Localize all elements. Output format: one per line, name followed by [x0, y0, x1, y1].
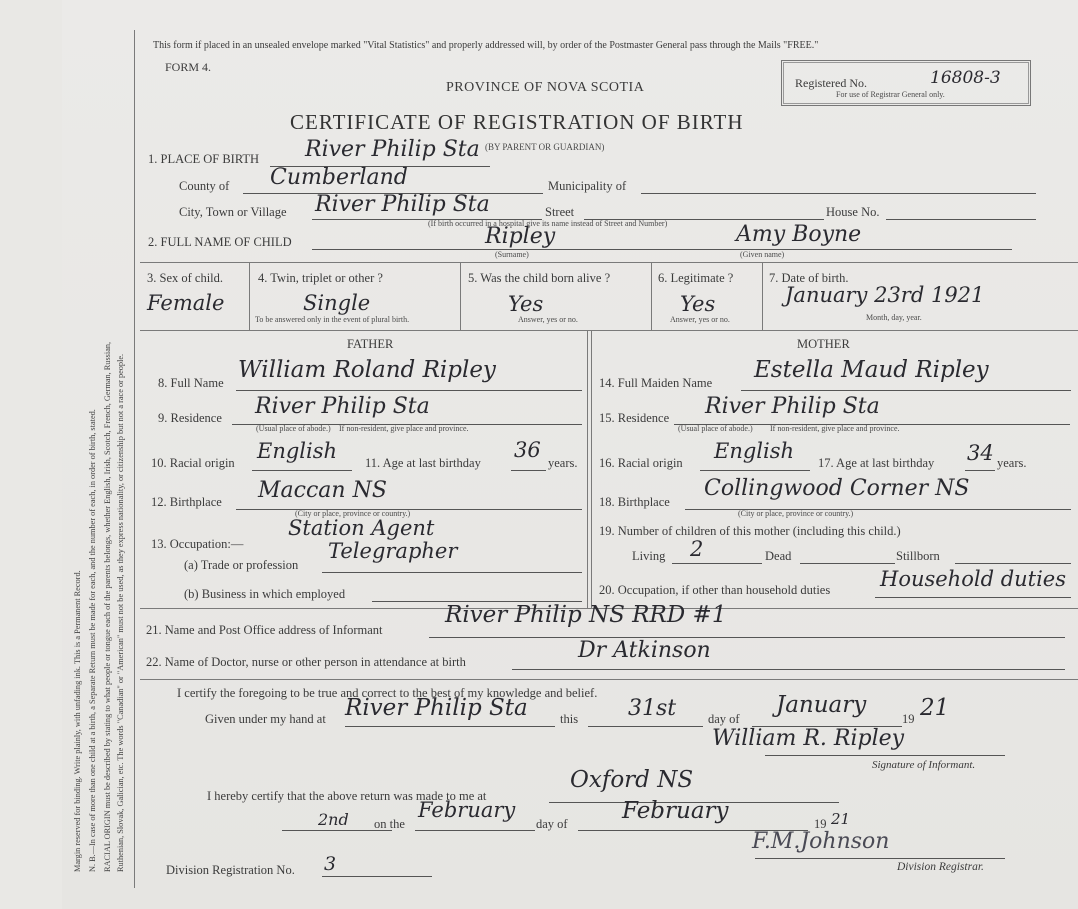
label-given-name: (Given name) — [740, 250, 785, 259]
value-father-residence: River Philip Sta — [255, 394, 430, 419]
line-dead — [800, 563, 895, 564]
registrar-signature: F.M.Johnson — [752, 829, 890, 854]
line-doctor — [512, 669, 1065, 670]
label-mother-age: 17. Age at last birthday — [818, 456, 935, 470]
value-surname: Ripley — [485, 224, 556, 249]
legitimate-note: Answer, yes or no. — [670, 315, 730, 324]
form-number: FORM 4. — [165, 60, 212, 74]
label-division-registrar: Division Registrar. — [897, 861, 984, 873]
label-dead: Dead — [765, 549, 792, 563]
label-business: (b) Business in which employed — [184, 587, 346, 601]
label-informant: 21. Name and Post Office address of Informant — [146, 623, 383, 637]
rule-parents-divider-2 — [591, 330, 592, 608]
father-usual-place: (Usual place of abode.) — [256, 424, 331, 433]
registrar-certify-statement: I hereby certify that the above return was made to me at — [207, 789, 487, 803]
label-municipality: Municipality of — [548, 179, 627, 193]
value-legitimate: Yes — [680, 292, 716, 316]
father-non-resident: If non-resident, give place and province. — [339, 424, 469, 433]
value-mother-age: 34 — [967, 441, 994, 465]
line-signature-informant — [765, 755, 1005, 756]
value-reg-day: 2nd — [318, 810, 349, 829]
label-year-prefix: 19 — [902, 712, 915, 726]
rule-row3-bottom — [140, 330, 1078, 331]
label-mother-residence: 15. Residence — [599, 411, 670, 425]
value-given-month: January — [776, 692, 867, 718]
margin-note-1: Margin reserved for binding. Write plainly, with unfading ink. This is a Permanent Record. — [73, 570, 82, 872]
value-reg-year: 21 — [831, 810, 851, 828]
line-mother-age — [965, 470, 995, 471]
rule-row3-col2 — [460, 262, 461, 330]
parent-note: (BY PARENT OR GUARDIAN) — [485, 142, 605, 152]
line-father-age — [511, 470, 546, 471]
binding-margin — [0, 0, 62, 909]
value-mother-birthplace: Collingwood Corner NS — [704, 476, 970, 501]
certificate-title: CERTIFICATE OF REGISTRATION OF BIRTH — [290, 110, 744, 134]
label-mother-birthplace: 18. Birthplace — [599, 495, 670, 509]
line-mother-racial — [700, 470, 810, 471]
label-children: 19. Number of children of this mother (including this child.) — [599, 524, 901, 538]
registered-number: 16808-3 — [930, 68, 1001, 88]
father-city-prov: (City or place, province or country.) — [295, 509, 411, 518]
value-reg-day-word: February — [418, 798, 516, 822]
value-given-at: River Philip Sta — [345, 695, 528, 721]
label-doctor: 22. Name of Doctor, nurse or other person in attendance at birth — [146, 655, 466, 669]
rule-row3-col1 — [249, 262, 250, 330]
mother-city-prov: (City or place, province or country.) — [738, 509, 854, 518]
rule-row3-top — [140, 262, 1078, 263]
value-registrar-place: Oxford NS — [570, 767, 694, 793]
value-date-birth: January 23rd 1921 — [785, 283, 985, 307]
line-mother-name — [741, 390, 1071, 391]
value-sex: Female — [147, 291, 225, 315]
line-informant — [429, 637, 1065, 638]
label-father-age: 11. Age at last birthday — [365, 456, 481, 470]
label-father-residence: 9. Residence — [158, 411, 222, 425]
line-father-racial — [252, 470, 352, 471]
informant-signature: William R. Ripley — [712, 726, 905, 751]
label-street: Street — [545, 205, 575, 219]
rule-certify-top — [140, 679, 1078, 680]
line-municipality — [641, 193, 1036, 194]
label-year-prefix-2: 19 — [814, 817, 827, 831]
line-father-name — [236, 390, 582, 391]
line-full-name-child — [312, 249, 1012, 250]
line-trade — [322, 572, 582, 573]
value-county: Cumberland — [270, 165, 408, 190]
line-given-day — [588, 726, 703, 727]
value-father-racial: English — [257, 439, 338, 463]
label-place-of-birth: 1. PLACE OF BIRTH — [148, 152, 260, 166]
line-given-at — [345, 726, 555, 727]
label-county: County of — [179, 179, 230, 193]
line-division-reg-no — [322, 876, 432, 877]
line-stillborn — [955, 563, 1071, 564]
line-division-registrar — [755, 858, 1005, 859]
heading-father: FATHER — [347, 337, 394, 351]
label-signature-informant: Signature of Informant. — [872, 759, 976, 771]
label-father-years: years. — [548, 456, 578, 470]
label-father-name: 8. Full Name — [158, 376, 224, 390]
margin-note-4: Ruthenian, Slovak, Galician, etc. The words "Canadian" or "American" must not be used, as they express nationality, or citizenship but not a race or people. — [116, 353, 125, 872]
value-mother-occupation: Household duties — [880, 567, 1067, 591]
line-house-no — [886, 219, 1036, 220]
value-place-of-birth: River Philip Sta — [305, 137, 480, 162]
label-date-birth: 7. Date of birth. — [769, 271, 849, 285]
value-mother-racial: English — [714, 439, 795, 463]
line-reg-day-word — [415, 830, 535, 831]
label-twin: 4. Twin, triplet or other ? — [258, 271, 383, 285]
certify-statement: I certify the foregoing to be true and correct to the best of my knowledge and belief. — [177, 686, 598, 700]
mother-non-resident: If non-resident, give place and province. — [770, 424, 900, 433]
postal-notice: This form if placed in an unsealed envelope marked "Vital Statistics" and properly addressed will, by order of the Postmaster General pass through the Mails "FREE." — [153, 40, 819, 51]
label-trade: (a) Trade or profession — [184, 558, 299, 572]
label-mother-occupation: 20. Occupation, if other than household duties — [599, 583, 831, 597]
label-mother-name: 14. Full Maiden Name — [599, 376, 713, 390]
mother-usual-place: (Usual place of abode.) — [678, 424, 753, 433]
twin-note: To be answered only in the event of plural birth. — [255, 315, 410, 324]
label-surname: (Surname) — [495, 250, 529, 259]
label-this: this — [560, 712, 579, 726]
label-occupation: 13. Occupation:— — [151, 537, 244, 551]
value-mother-name: Estella Maud Ripley — [754, 357, 989, 383]
value-mother-residence: River Philip Sta — [705, 394, 880, 419]
label-born-alive: 5. Was the child born alive ? — [468, 271, 611, 285]
label-full-name-child: 2. FULL NAME OF CHILD — [148, 235, 292, 249]
hospital-note: (If birth occurred in a hospital give its name instead of Street and Number) — [428, 219, 668, 228]
heading-mother: MOTHER — [797, 337, 850, 351]
rule-row3-col4 — [762, 262, 763, 330]
value-living: 2 — [690, 537, 704, 561]
value-given-name: Amy Boyne — [736, 222, 862, 247]
label-mother-racial: 16. Racial origin — [599, 456, 683, 470]
value-born-alive: Yes — [508, 292, 544, 316]
label-sex: 3. Sex of child. — [147, 271, 224, 285]
rule-parents-divider — [587, 330, 588, 608]
value-given-year: 21 — [920, 695, 950, 721]
value-father-age: 36 — [514, 438, 541, 462]
line-mother-occupation — [875, 597, 1071, 598]
value-division-reg-no: 3 — [324, 853, 337, 875]
label-stillborn: Stillborn — [896, 549, 940, 563]
margin-note-3: RACIAL ORIGIN must be described by stating to what people or tongue each of the parents belongs, whether English, Irish, Scotch, French, German, Russian, — [103, 341, 112, 872]
value-trade: Telegrapher — [328, 539, 458, 563]
value-given-day: 31st — [628, 696, 677, 721]
label-on-the: on the — [374, 817, 405, 831]
label-city: City, Town or Village — [179, 205, 287, 219]
label-day-of-2: day of — [536, 817, 568, 831]
label-living: Living — [632, 549, 666, 563]
province-heading: PROVINCE OF NOVA SCOTIA — [446, 80, 645, 95]
registered-note: For use of Registrar General only. — [836, 90, 945, 99]
born-alive-note: Answer, yes or no. — [518, 315, 578, 324]
date-birth-note: Month, day, year. — [866, 313, 922, 322]
registered-label: Registered No. — [795, 76, 867, 90]
value-father-name: William Roland Ripley — [238, 357, 496, 383]
label-division-reg-no: Division Registration No. — [166, 863, 295, 877]
label-mother-years: years. — [997, 456, 1027, 470]
label-father-racial: 10. Racial origin — [151, 456, 235, 470]
value-father-birthplace: Maccan NS — [258, 478, 387, 503]
line-living — [672, 563, 762, 564]
value-doctor: Dr Atkinson — [578, 638, 711, 663]
rule-row3-col3 — [651, 262, 652, 330]
label-father-birthplace: 12. Birthplace — [151, 495, 222, 509]
value-city: River Philip Sta — [315, 192, 490, 217]
label-house-no: House No. — [826, 205, 880, 219]
margin-rule — [134, 30, 135, 888]
label-day-of: day of — [708, 712, 740, 726]
label-legitimate: 6. Legitimate ? — [658, 271, 734, 285]
margin-note-2: N. B.—In case of more than one child at a birth, a Separate Return must be made for each, and the number of each, in order of birth, stated. — [88, 409, 97, 872]
label-given-under: Given under my hand at — [205, 712, 326, 726]
value-reg-month: February — [622, 798, 729, 824]
value-informant: River Philip NS RRD #1 — [445, 602, 727, 628]
value-occupation: Station Agent — [288, 516, 435, 540]
value-twin: Single — [303, 291, 371, 315]
